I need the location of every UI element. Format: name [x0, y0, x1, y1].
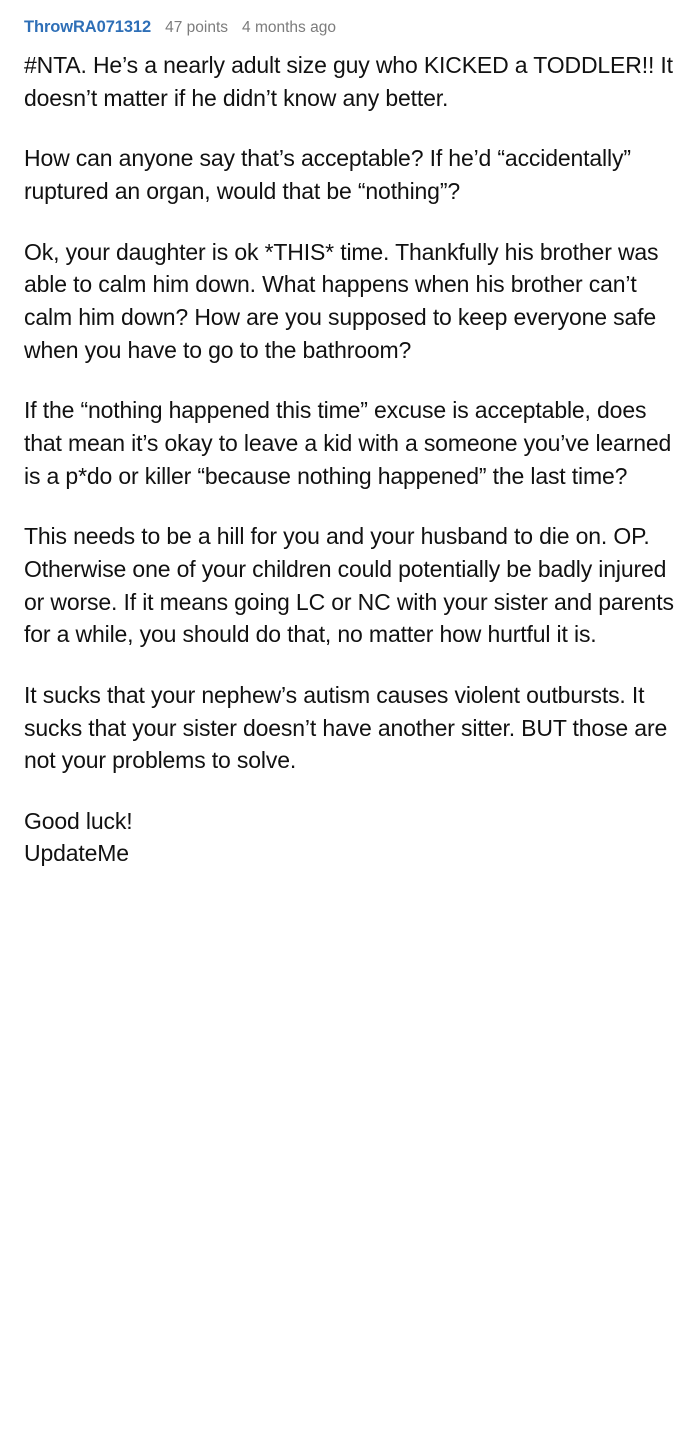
comment-paragraph: Good luck!: [24, 807, 133, 834]
comment-paragraph: How can anyone say that’s acceptable? If he’d “accidentally” ruptured an organ, would that be “nothing”?: [24, 145, 638, 204]
comment-author[interactable]: ThrowRA071312: [24, 18, 152, 36]
comment-paragraph: It sucks that your nephew’s autism causes violent outbursts. It sucks that your sister doesn’t have another sitter. BUT those are not your problems to solve.: [24, 681, 674, 774]
comment-timestamp: 4 months ago: [242, 19, 336, 36]
comment-meta: [24, 18, 676, 37]
comment-score: 47 points: [165, 19, 229, 36]
comment-body: [24, 49, 681, 870]
comment-paragraph: If the “nothing happened this time” excuse is acceptable, does that mean it’s okay to leave a kid with a someone you’ve learned is a p*do or killer “because nothing happened” the last time?: [24, 397, 678, 489]
comment-paragraph: #NTA. He’s a nearly adult size guy who KICKED a TODDLER!! It doesn’t matter if he didn’t know any better.: [24, 52, 680, 111]
comment-paragraph: UpdateMe: [24, 840, 129, 867]
comment-paragraph: Ok, your daughter is ok *THIS* time. Thankfully his brother was able to calm him down. What happens when his brother can’t calm him down? How are you supposed to keep everyone safe when you have to go to the bathroom?: [24, 238, 665, 363]
comment-paragraph: This needs to be a hill for you and your husband to die on. OP. Otherwise one of your children could potentially be badly injured or worse. If it means going LC or NC with your sister and parents for a while, you should do that, no matter how hurtful it is.: [24, 523, 681, 648]
